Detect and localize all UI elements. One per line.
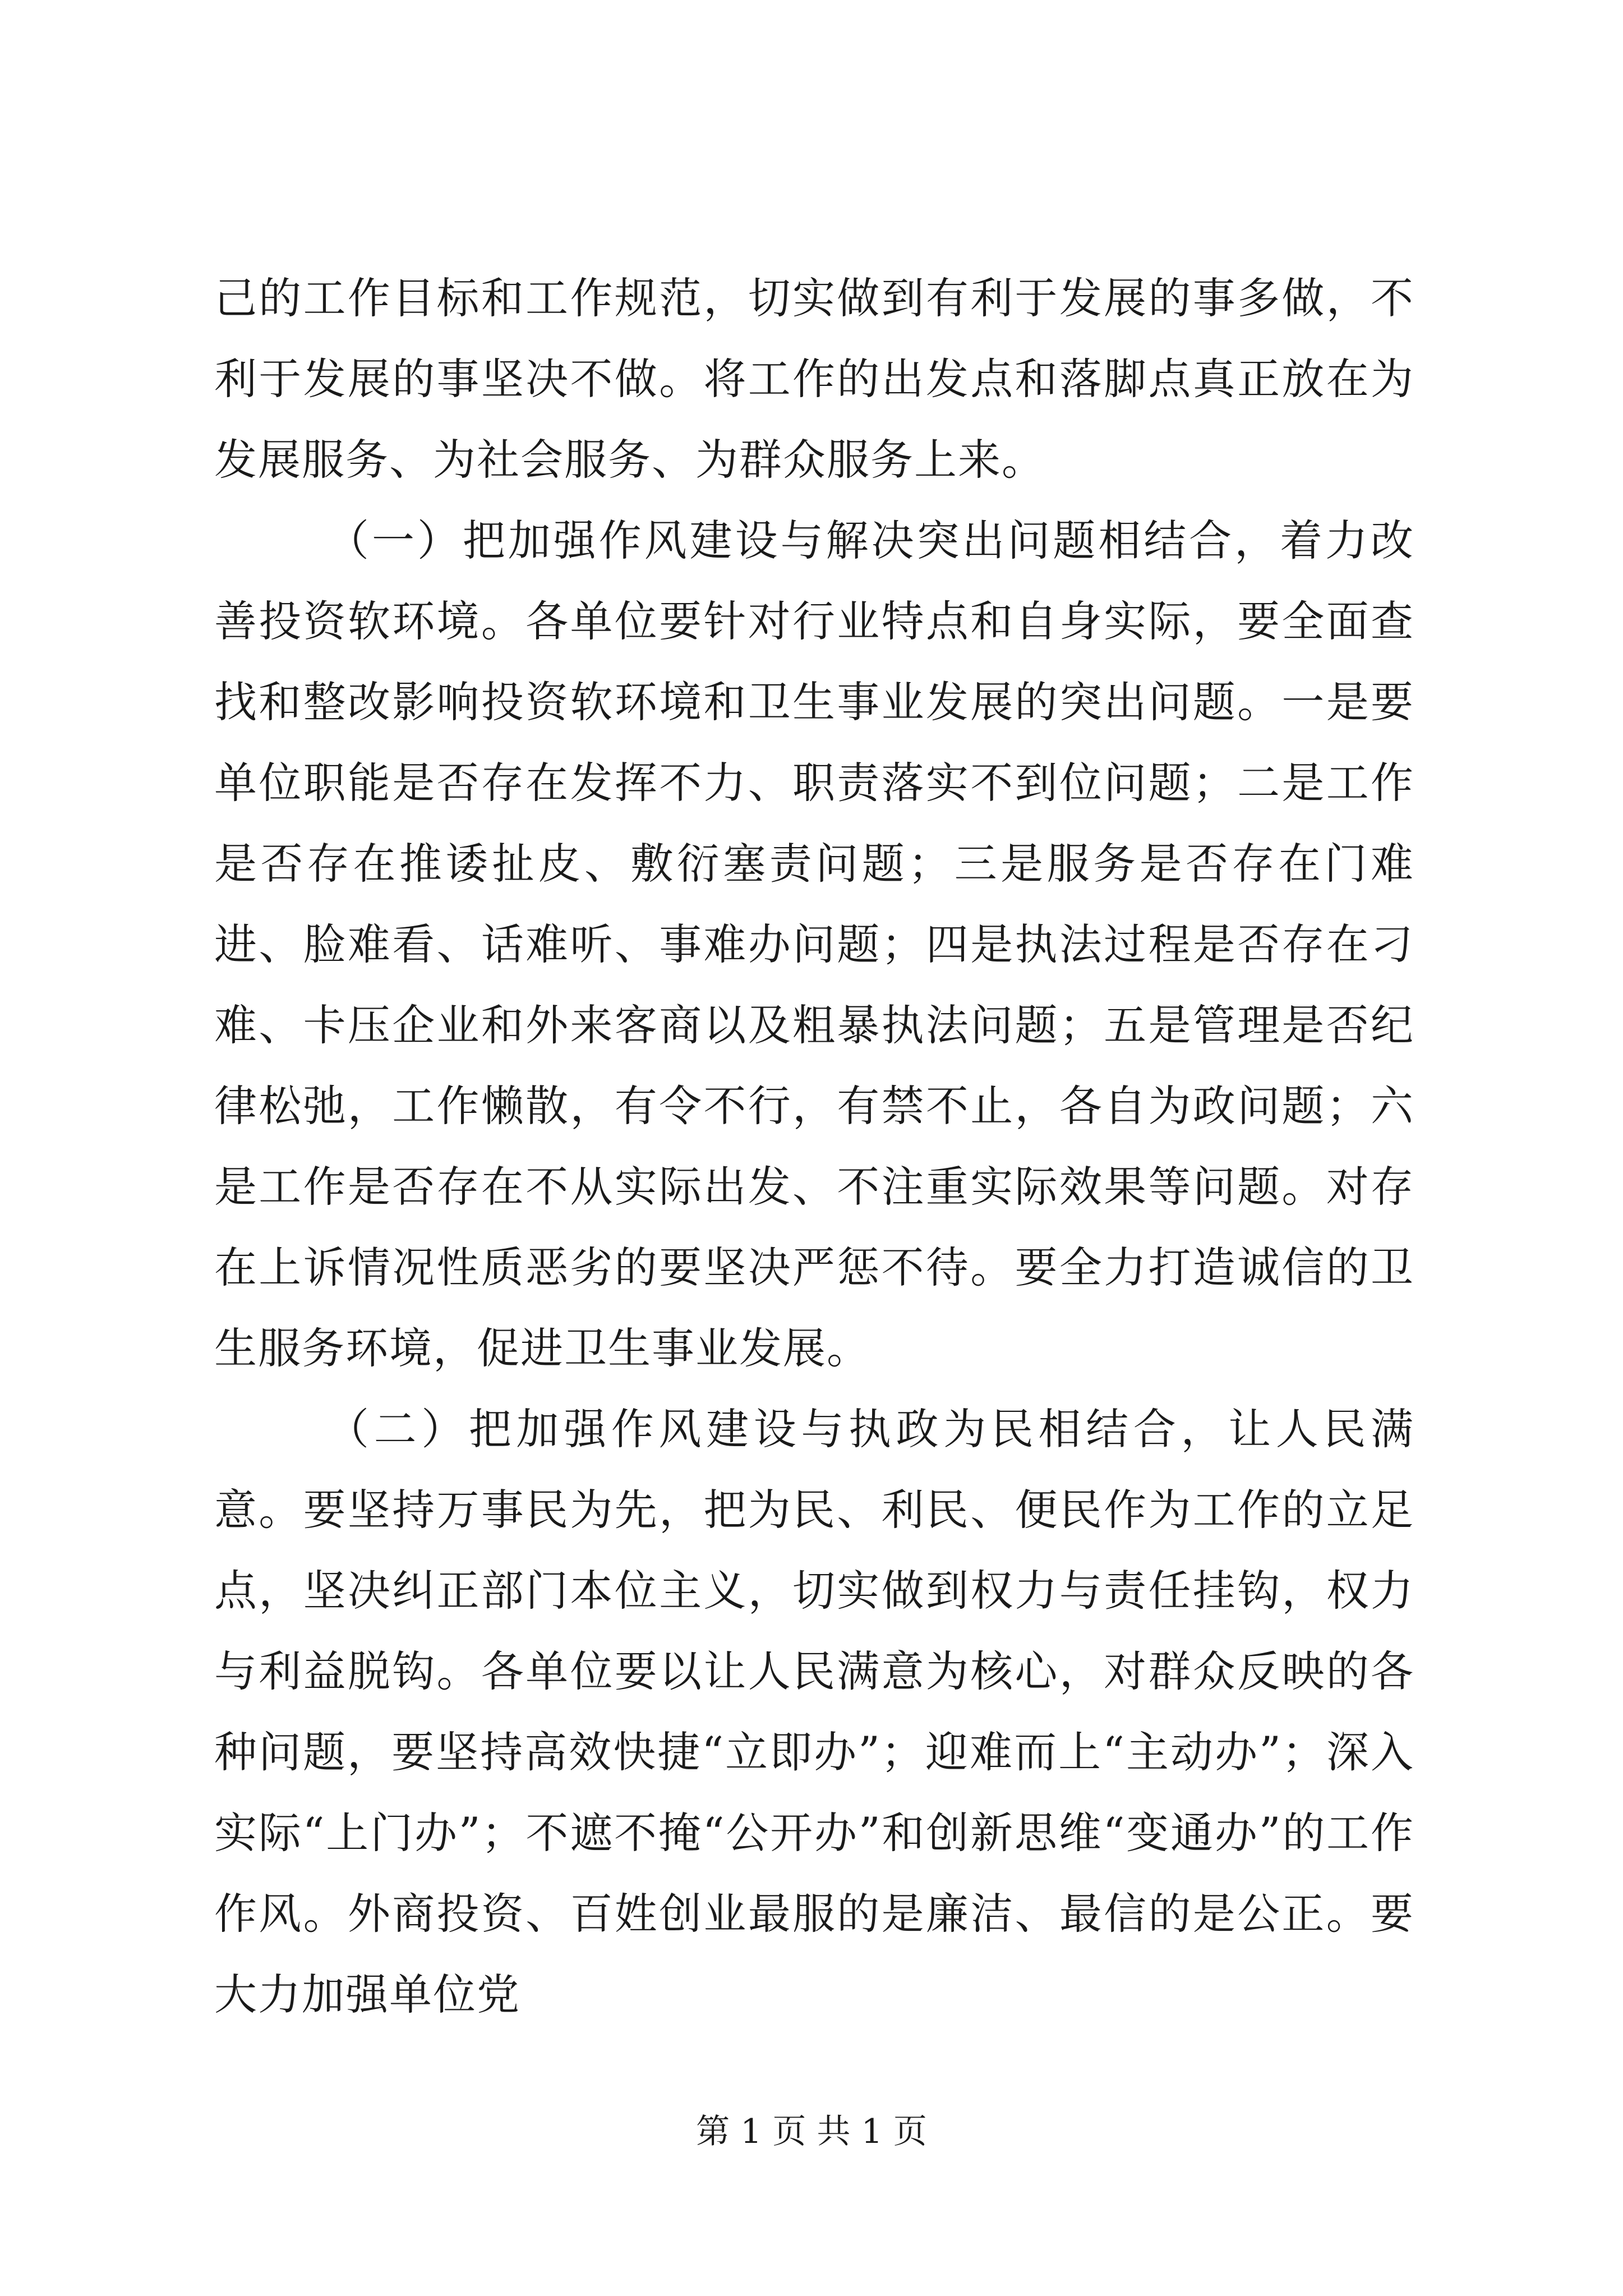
document-body <box>214 258 1414 2035</box>
paragraph-section-1: （一）把加强作风建设与解决突出问题相结合，着力改善投资软环境。各单位要针对行业特点和自身实际，要全面查找和整改影响投资软环境和卫生事业发展的突出问题。一是要单位职能是否存在发挥不力、职责落实不到位问题；二是工作是否存在推诿扯皮、敷衍塞责问题；三是服务是否存在门难进、脸难看、话难听、事难办问题；四是执法过程是否存在刁难、卡压企业和外来客商以及粗暴执法问题；五是管理是否纪律松弛，工作懒散，有令不行，有禁不止，各自为政问题；六是工作是否存在不从实际出发、不注重实际效果等问题。对存在上诉情况性质恶劣的要坚决严惩不待。要全力打造诚信的卫生服务环境，促进卫生事业发展。 <box>214 516 1414 1373</box>
paragraph-section-2: （二）把加强作风建设与执政为民相结合，让人民满意。要坚持万事民为先，把为民、利民、便民作为工作的立足点，坚决纠正部门本位主义，切实做到权力与责任挂钩，权力与利益脱钩。各单位要以让人民满意为核心，对群众反映的各种问题，要坚持高效快捷“立即办”；迎难而上“主动办”；深入实际“上门办”；不遮不掩“公开办”和创新思维“变通办”的工作作风。外商投资、百姓创业最服的是廉洁、最信的是公正。要大力加强单位党 <box>214 1404 1414 2019</box>
page-footer: 第 1 页 共 1 页 <box>696 2112 927 2151</box>
paragraph-continuation: 己的工作目标和工作规范，切实做到有利于发展的事多做，不利于发展的事坚决不做。将工作的出发点和落脚点真正放在为发展服务、为社会服务、为群众服务上来。 <box>214 273 1414 485</box>
